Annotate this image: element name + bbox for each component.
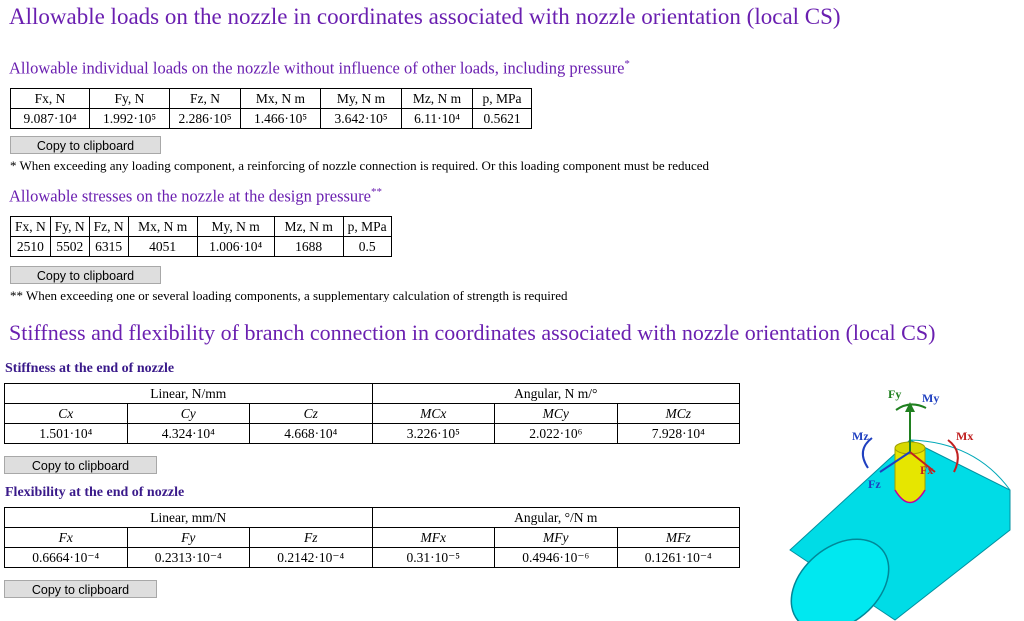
table-header-row (5, 528, 740, 548)
copy-to-clipboard-button[interactable]: Copy to clipboard (4, 456, 157, 474)
cell: 6315 (89, 237, 128, 257)
table-header-row (5, 404, 740, 424)
page-title: Allowable loads on the nozzle in coordinates associated with nozzle orientation (local CS) (9, 4, 841, 29)
cell: 9.087·10⁴ (11, 109, 90, 129)
copy-to-clipboard-button[interactable]: Copy to clipboard (10, 266, 161, 284)
table-header-row (11, 217, 392, 237)
cell: 3.226·10⁵ (372, 424, 495, 444)
cell: 1.006·10⁴ (197, 237, 274, 257)
cell: 1.992·10⁵ (90, 109, 170, 129)
col-mcy: MCy (495, 404, 618, 424)
cell: 0.6664·10⁻⁴ (5, 548, 128, 568)
group-linear: Linear, N/mm (5, 384, 373, 404)
cell: 4.668·10⁴ (250, 424, 373, 444)
label-fz: Fz (868, 477, 881, 491)
group-angular: Angular, °/N m (372, 508, 740, 528)
col-fy: Fy, N (50, 217, 89, 237)
col-p: p, MPa (343, 217, 391, 237)
label-my: My (922, 391, 940, 405)
table-group-row (5, 384, 740, 404)
cell: 2.022·10⁶ (495, 424, 618, 444)
col-fz: Fz, N (89, 217, 128, 237)
cell: 4051 (128, 237, 197, 257)
cell: 6.11·10⁴ (402, 109, 473, 129)
stiffness-table (4, 383, 740, 444)
col-mz: Mz, N m (274, 217, 343, 237)
copy-to-clipboard-button[interactable]: Copy to clipboard (4, 580, 157, 598)
table-row (11, 109, 532, 129)
label-mx: Mx (956, 429, 974, 443)
table-row (5, 548, 740, 568)
col-mfx: MFx (372, 528, 495, 548)
table-header-row (11, 89, 532, 109)
col-fx: Fx, N (11, 89, 90, 109)
cell: 3.642·10⁵ (321, 109, 402, 129)
flexibility-heading: Flexibility at the end of nozzle (5, 485, 185, 500)
col-fy: Fy (127, 528, 250, 548)
cell: 4.324·10⁴ (127, 424, 250, 444)
cell: 1.466·10⁵ (241, 109, 321, 129)
table-row (5, 424, 740, 444)
allowable-loads-table (10, 88, 532, 129)
cell: 1688 (274, 237, 343, 257)
table-row (11, 237, 392, 257)
section2-heading: Allowable stresses on the nozzle at the design pressure** (9, 186, 382, 206)
col-fx: Fx (5, 528, 128, 548)
section1-heading: Allowable individual loads on the nozzle without influence of other loads, including pressure* (9, 58, 630, 78)
nozzle-diagram (760, 380, 1024, 621)
col-my: My, N m (321, 89, 402, 109)
label-mz: Mz (852, 429, 869, 443)
copy-to-clipboard-button[interactable]: Copy to clipboard (10, 136, 161, 154)
col-mfy: MFy (495, 528, 618, 548)
col-mx: Mx, N m (241, 89, 321, 109)
cell: 0.5621 (473, 109, 532, 129)
allowable-stresses-table (10, 216, 392, 257)
cell: 0.31·10⁻⁵ (372, 548, 495, 568)
col-cx: Cx (5, 404, 128, 424)
col-cz: Cz (250, 404, 373, 424)
label-fy: Fy (888, 387, 902, 401)
stiffness-title: Stiffness and flexibility of branch connection in coordinates associated with nozzle orientation (local CS) (9, 320, 936, 345)
col-fx: Fx, N (11, 217, 51, 237)
cell: 1.501·10⁴ (5, 424, 128, 444)
col-mcx: MCx (372, 404, 495, 424)
cell: 2.286·10⁵ (170, 109, 241, 129)
flexibility-table (4, 507, 740, 568)
cell: 0.2142·10⁻⁴ (250, 548, 373, 568)
group-angular: Angular, N m/° (372, 384, 740, 404)
col-fz: Fz, N (170, 89, 241, 109)
cell: 0.5 (343, 237, 391, 257)
cell: 2510 (11, 237, 51, 257)
stiffness-heading: Stiffness at the end of nozzle (5, 361, 175, 376)
cell: 7.928·10⁴ (617, 424, 740, 444)
col-my: My, N m (197, 217, 274, 237)
cell: 5502 (50, 237, 89, 257)
col-p: p, MPa (473, 89, 532, 109)
col-fy: Fy, N (90, 89, 170, 109)
label-fx: Fx (920, 463, 934, 477)
col-mz: Mz, N m (402, 89, 473, 109)
col-fz: Fz (250, 528, 373, 548)
col-cy: Cy (127, 404, 250, 424)
col-mcz: MCz (617, 404, 740, 424)
col-mx: Mx, N m (128, 217, 197, 237)
cell: 0.1261·10⁻⁴ (617, 548, 740, 568)
col-mfz: MFz (617, 528, 740, 548)
cell: 0.4946·10⁻⁶ (495, 548, 618, 568)
section2-note: ** When exceeding one or several loading components, a supplementary calculation of strength is required (10, 288, 568, 302)
group-linear: Linear, mm/N (5, 508, 373, 528)
table-group-row (5, 508, 740, 528)
section1-note: * When exceeding any loading component, a reinforcing of nozzle connection is required. Or this loading component must be reduced (10, 158, 710, 173)
cell: 0.2313·10⁻⁴ (127, 548, 250, 568)
